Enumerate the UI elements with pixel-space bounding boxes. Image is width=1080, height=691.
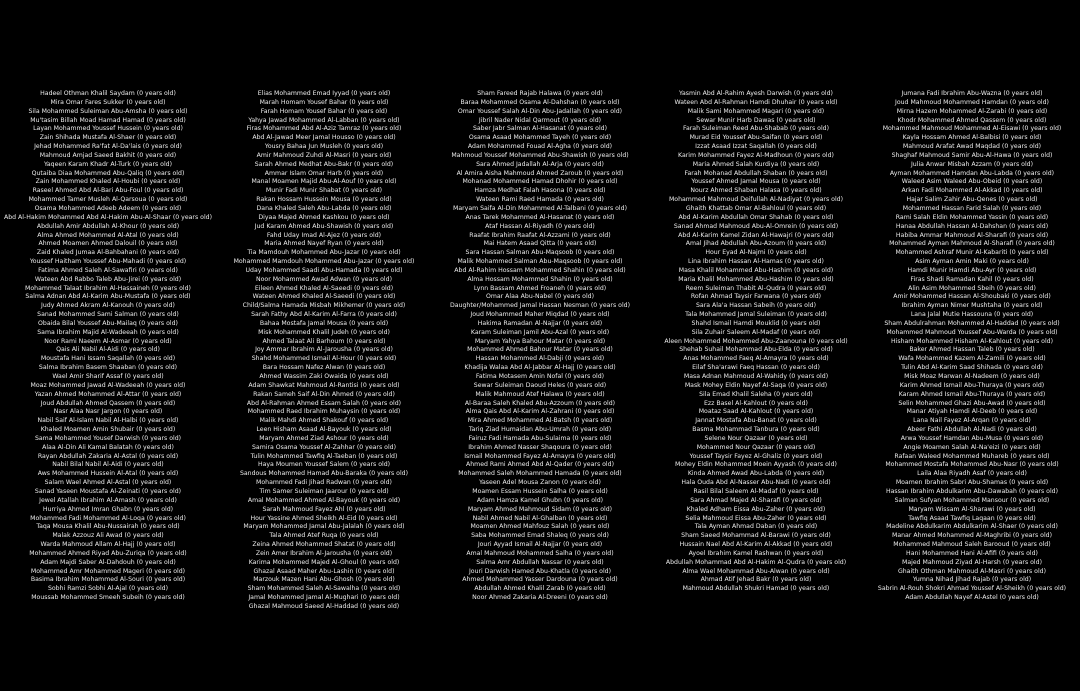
name-entry: Mira Ahmed Mohammed Al-Batsh (0 years old) xyxy=(467,417,613,425)
name-entry: Arkan Fadi Mohammed Al-Akkad (0 years old) xyxy=(901,187,1043,195)
name-entry: Aleen Mohammed Mohammed Abu-Zaanouna (0 years old) xyxy=(664,337,848,345)
name-entry: Alma Ahmed Mohammed Al-Atal (0 years old) xyxy=(37,231,179,239)
name-entry: Jewel Atallah Ibrahim Al-Amash (0 years old) xyxy=(39,496,177,504)
name-entry: Taqa Mousa Khalil Abu-Nussairah (0 years old) xyxy=(36,523,180,531)
name-entry: Ahmed Moamen Ahmed Dalouil (0 years old) xyxy=(38,240,178,248)
name-entry: Maria Khalil Mohammed Abu-Hashim (0 years old) xyxy=(678,275,834,283)
name-entry: Youssef Taysir Fayez Al-Ghaliz (0 years old) xyxy=(689,452,823,460)
name-entry: Mohammed Mahmoud Youssef Abu-Warda (0 years old) xyxy=(886,328,1058,336)
name-entry: Osama Mohammed Adeeb Adeem (0 years old) xyxy=(34,204,182,212)
name-entry: Eilaf Sha'arawi Faeq Hassan (0 years old) xyxy=(692,364,820,372)
name-entry: Al Amira Aisha Mahmoud Ahmed Zaroub (0 years old) xyxy=(456,169,624,177)
name-entry: Salman Sufyan Mohammed Mansour (0 years old) xyxy=(894,496,1050,504)
name-entry: Mohammed Ashraf Munir Al-Kabariti (0 years old) xyxy=(895,249,1049,257)
name-entry: Misk Mohammed Khalil Judeh (0 years old) xyxy=(258,328,390,336)
name-entry: Amir Mohammed Hassan Al-Shoubaki (0 years old) xyxy=(893,293,1051,301)
name-entry: Jud Karam Ahmed Abu-Shawish (0 years old) xyxy=(254,222,394,230)
name-entry: Layan Mohammed Youssef Hussein (0 years old) xyxy=(33,125,183,133)
name-entry: Tulin Mohammed Tawfiq Al-Taeban (0 years old) xyxy=(250,452,398,460)
name-entry: Reem Suleiman Thabit Al-Qudra (0 years old) xyxy=(685,284,827,292)
name-column-5 xyxy=(866,90,1078,691)
name-entry: Noor Mohammed Awad Adwan (0 years old) xyxy=(256,275,392,283)
name-entry: Ibrahim Ahmed Nasser Shaqoura (0 years old) xyxy=(468,443,612,451)
name-entry: Sanad Yaseen Moustafa Al-Zeinati (0 years old) xyxy=(34,487,182,495)
name-entry: Rofan Ahmad Taysir Farwana (0 years old) xyxy=(690,293,822,301)
name-entry: Kayla Hossam Ahmed Al-Balbisi (0 years old) xyxy=(902,134,1042,142)
name-entry: Judy Ahmed Akram Al-Kanouh (0 years old) xyxy=(41,302,175,310)
name-entry: Masa Adnan Mahmoud Al-Wahidy (0 years old) xyxy=(683,373,829,380)
name-entry: Hisham Mohammed Hisham Al-Kahlout (0 years old) xyxy=(890,337,1054,345)
name-entry: Mohammed Mamdouh Mohammed Abu-Jazar (0 years old) xyxy=(233,258,415,266)
name-entry: Nabil Saif Al-Islam Nabil Al-Halbi (0 years old) xyxy=(37,417,179,425)
name-entry: Mohammed Ahmed Bahour Matar (0 years old) xyxy=(467,346,613,354)
name-entry: Maryam Ahmed Ziad Ashour (0 years old) xyxy=(259,434,389,442)
name-entry: Mahmoud Abdullah Shukri Hamad (0 years old) xyxy=(682,585,830,593)
name-entry: Waleed Asim Waleed Abu-Obeid (0 years old) xyxy=(901,178,1043,186)
name-entry: Saba Mohammed Emad Shaleq (0 years old) xyxy=(471,532,609,540)
name-entry: Jibril Nader Nidal Qarmout (0 years old) xyxy=(478,116,602,124)
name-entry: Osama Asaad Mohammed Tayeh (0 years old) xyxy=(468,134,612,142)
name-entry: Mahmoud Youssef Mohammed Abu-Shawish (0 years old) xyxy=(451,151,629,159)
name-entry: Eileen Ahmed Khaled Al-Saeedi (0 years old) xyxy=(254,284,394,292)
name-entry: Sara Hassan Salman Abu-Maqsoob (0 years old) xyxy=(465,249,615,257)
name-entry: Khadija Walaa Abd Al-Jabbar Al-Hajj (0 years old) xyxy=(464,364,616,372)
name-entry: Tulin Abd Al-Karim Saad Shihada (0 years old) xyxy=(901,364,1043,372)
name-entry: Ghazal Mahmoud Saeed Al-Haddad (0 years old) xyxy=(248,602,400,610)
name-entry: Hussain Nael Abd Al-Karim Al-Akkad (0 years old) xyxy=(679,541,833,549)
name-entry: Sandous Mohammed Hamad Abu-Baraka (0 years old) xyxy=(239,470,409,478)
name-entry: Anas Mohammed Faeq Al-Amayra (0 years old) xyxy=(683,355,829,363)
name-entry: Wael Amir Sharif Assaf (0 years old) xyxy=(52,373,164,380)
name-entry: Ibrahim Ayman Nimer Mushtaha (0 years old) xyxy=(901,302,1043,310)
name-entry: Hassan Ibrahim Abdulkarim Abu-Dawabah (0 years old) xyxy=(885,487,1059,495)
name-entry: Amal Mohammed Ahmed Al-Bayouk (0 years old) xyxy=(247,496,401,504)
name-entry: Adam Majdi Saber Al-Dahdouh (0 years old) xyxy=(40,558,176,566)
name-entry: Nabil Ahmed Nabil Al-Ghalban (0 years old) xyxy=(472,514,608,522)
name-entry: Farah Suleiman Reed Abu-Shabab (0 years old) xyxy=(682,125,830,133)
name-entry: Bara Hossam Nafez Alwan (0 years old) xyxy=(262,364,386,372)
name-entry: Sama Mohammed Yousef Darwish (0 years old) xyxy=(34,434,182,442)
name-entry: Angie Moamen Salah Al-Na'eizi (0 years old) xyxy=(903,443,1041,451)
name-entry: Hurriya Ahmed Imran Ghabn (0 years old) xyxy=(42,505,174,513)
name-entry: Ezz Basel Al-Kahlout (0 years old) xyxy=(704,399,808,407)
name-entry: Qais Ali Nabil Al-Aidi (0 years old) xyxy=(56,346,160,354)
name-entry: Jouri Ayyad Ismail Al-Najjar (0 years old) xyxy=(477,541,603,549)
name-entry: Yaqeen Karam Khadr Al-Turk (0 years old) xyxy=(43,160,173,168)
name-entry: Rasil Bilal Saleem Al-Madaf (0 years old) xyxy=(693,487,819,495)
name-entry: Zaid Khaled Jumaa Al-Bahbahani (0 years old) xyxy=(36,249,180,257)
name-entry: Sewar Suleiman Daoud Heles (0 years old) xyxy=(473,381,607,389)
name-entry: Shahd Mohammed Ismail Al-Hour (0 years old) xyxy=(251,355,397,363)
name-entry: Warda Mahmoud Allam Al-Hajj (0 years old) xyxy=(40,541,176,549)
name-entry: Mohammed Amr Mohammed Mageri (0 years old) xyxy=(30,567,186,575)
name-entry: Firas Shadi Ramadan Kahil (0 years old) xyxy=(910,275,1034,283)
name-entry: Asim Ayman Amin Maki (0 years old) xyxy=(915,258,1029,266)
name-entry: Mohammed Nour Qazaar (0 years old) xyxy=(696,443,816,451)
name-entry: Manal Moamen Majid Abu-Al-Aouf (0 years old) xyxy=(251,178,397,186)
name-entry: Abd Al-Karim Kamel Zidan Al-Hawajri (0 years old) xyxy=(678,231,834,239)
name-entry: Zain Mohammed Khaled Al-Houbi (0 years old) xyxy=(35,178,181,186)
name-entry: Yumna Nihad Jihad Rajab (0 years old) xyxy=(912,576,1032,584)
name-entry: Mohammed Mostafa Mohammed Abu-Nasr (0 years old) xyxy=(885,461,1059,469)
name-entry: Abdullah Amir Abdullah Al-Khour (0 years old) xyxy=(36,222,180,230)
name-entry: Adam Abdullah Nayef Al-Astel (0 years old) xyxy=(905,594,1039,602)
name-entry: Saber Jabr Salman Al-Hasanat (0 years old) xyxy=(472,125,608,133)
name-entry: Lana Nail Fayez Al-Arqan (0 years old) xyxy=(913,417,1031,425)
name-entry: Shehab Suhail Mohammad Abu-Elda (0 years old) xyxy=(679,346,833,354)
name-entry: Alin Asim Mohammed Sbeih (0 years old) xyxy=(908,284,1036,292)
name-entry: Selia Mahmoud Eissa Abu-Zaher (0 years old) xyxy=(685,514,827,522)
name-entry: Tim Samer Suleiman Jaarour (0 years old) xyxy=(259,487,389,495)
name-entry: Joud Mohammed Maher Miqdad (0 years old) xyxy=(470,311,610,319)
name-entry: Youssef Ahmed Jamal Mousa (0 years old) xyxy=(691,178,821,186)
name-entry: Mohammed Mahmoud Deifullah Al-Nadiyat (0 years old) xyxy=(668,196,844,204)
name-entry: Haya Moumen Youssef Salem (0 years old) xyxy=(257,461,391,469)
name-entry: Ghaith Khattab Omar Al-Bahloul (0 years old) xyxy=(685,204,827,212)
name-entry: Abd Al-Rahman Ahmed Essam Salah (0 years old) xyxy=(246,399,402,407)
name-entry: Rakan Hossam Hussein Mousa (0 years old) xyxy=(256,196,392,204)
name-entry: Omar Youssef Salah Al-Din Abu-Jadallah (0 years old) xyxy=(457,107,623,115)
name-entry: Moussab Mohammed Smeeh Subeih (0 years old) xyxy=(31,594,185,602)
name-entry: Maria Ahmed Nayef Ryan (0 years old) xyxy=(264,240,384,248)
name-entry: Fairuz Fadi Hamada Abu-Sulaima (0 years old) xyxy=(468,434,612,442)
name-entry: Hakima Ramadan Al-Najjar (0 years old) xyxy=(477,319,603,327)
name-entry: Mohammed Hassan Farid Salah (0 years old) xyxy=(902,204,1042,212)
name-entry: Hadeel Othman Khalil Saydam (0 years old) xyxy=(40,90,176,97)
name-entry: Manar Ahmed Mohammed Al-Maghribi (0 years old) xyxy=(891,532,1053,540)
name-entry: Rami Salah Eldin Mohammed Yassin (0 years old) xyxy=(895,213,1049,221)
name-entry: Moamen Ibrahim Sabri Abu-Shamas (0 years old) xyxy=(895,479,1049,487)
name-entry: Hassan Mohammed Al-Dabji (0 years old) xyxy=(475,355,605,363)
name-entry: Farah Homam Yousef Bahar (0 years old) xyxy=(260,107,388,115)
name-entry: Ghazal Asaad Maher Abu-Lashin (0 years old) xyxy=(253,567,395,575)
name-entry: Abdullah Mohammad Abd Al-Hakim Al-Qudra (0 years old) xyxy=(665,558,847,566)
name-entry: Hajar Salim Zahir Abu-Qenes (0 years old) xyxy=(906,196,1038,204)
name-entry: Alma Wael Mohammad Abu-Alwan (0 years old) xyxy=(682,567,830,575)
name-entry: Hour Eyad Al-Najmi (0 years old) xyxy=(705,249,807,257)
name-entry: Mu'tasim Billah Moad Hamad Hamad (0 years old) xyxy=(30,116,186,124)
name-entry: Amir Mahmoud Zuhdi Al-Masri (0 years old) xyxy=(256,151,392,159)
name-entry: Baker Ahmed Hassan Taleb (0 years old) xyxy=(909,346,1035,354)
name-entry: Tala Ayman Ahmad Daban (0 years old) xyxy=(694,523,818,531)
name-entry: Hamdi Munir Hamdi Abu-Ayr (0 years old) xyxy=(907,266,1037,274)
name-entry: Ahmad Atif Jehad Bakr (0 years old) xyxy=(700,576,812,584)
name-entry: Wateen Abd Al-Rahman Hamdi Dhuhair (0 years old) xyxy=(674,98,838,106)
name-entry: Mohammed Fadi Mohammed Al-Loqa (0 years old) xyxy=(30,514,186,522)
name-entry: Fatima Motasem Amin Nofal (0 years old) xyxy=(475,373,605,380)
name-entry: Zeina Ahmed Mohammed Shatat (0 years old) xyxy=(252,541,396,549)
name-entry: Sewar Munir Harb Dawas (0 years old) xyxy=(696,116,816,124)
name-entry: Malik Sami Mohammed Magari (0 years old) xyxy=(687,107,825,115)
name-entry: Ismail Mohammed Fayez Al-Amayra (0 years old) xyxy=(464,452,616,460)
name-column-1 xyxy=(2,90,214,691)
name-entry: Sabrin Al-Rouh Shokri Ahmad Youssef Al-Sheikh (0 years old) xyxy=(877,585,1067,593)
name-entry: Mohammed Mahmoud Mohammed Al-Eisawi (0 years old) xyxy=(882,125,1062,133)
name-entry: Tariq Ziad Humaidan Abu-Umrah (0 years old) xyxy=(468,426,612,434)
name-entry: Ahmed Mohammed Yasser Dardouna (0 years old) xyxy=(462,576,618,584)
name-entry: Aws Mohammed Hussein Al-Atal (0 years old) xyxy=(37,470,179,478)
name-entry: Sham Abdulrahman Mohammed Al-Haddad (0 years old) xyxy=(884,319,1060,327)
name-entry: Karam Ahmed Ismail Abu-Thuraya (0 years old) xyxy=(898,390,1046,398)
name-entry: Jannat Mostafa Abu-Banat (0 years old) xyxy=(695,417,817,425)
name-entry: Hamza Medhat Falah Hasona (0 years old) xyxy=(474,187,606,195)
name-entry: Wateen Abd Rabbo Taleb Abu-Jirei (0 years old) xyxy=(34,275,182,283)
name-entry: Alaa Al-Din Ali Kamal Balatah (0 years old) xyxy=(42,443,174,451)
name-entry: Ataf Hassan Al-Riyadh (0 years old) xyxy=(485,222,595,230)
name-entry: Moamen Essam Hussein Salha (0 years old) xyxy=(472,487,608,495)
name-entry: Khaled Adham Eissa Abu-Zaher (0 years old) xyxy=(686,505,826,513)
name-entry: Izzat Asaad Izzat Saqallah (0 years old) xyxy=(695,143,817,151)
name-entry: Baraa Mohammed Osama Al-Dahshan (0 years old) xyxy=(460,98,620,106)
name-entry: Obaida Bilal Youssef Abu-Mailaq (0 years old) xyxy=(38,319,178,327)
name-entry: Bahaa Mostafa Jamal Mousa (0 years old) xyxy=(259,319,389,327)
name-entry: Karim Ahmed Ismail Abu-Thuraya (0 years old) xyxy=(899,381,1045,389)
name-entry: Alma Hossam Mohammed Shahin (0 years old) xyxy=(467,275,613,283)
name-entry: Ayman Mohammed Hamdan Abu-Labda (0 years old) xyxy=(889,169,1055,177)
name-entry: Wafa Mohammed Kazem Al-Zamili (0 years old) xyxy=(898,355,1046,363)
name-entry: Sama Ibrahim Majid Al-Wadeeah (0 years old) xyxy=(37,328,179,336)
name-entry: Karam Suleiman Jamil Abu-Azal (0 years old) xyxy=(470,328,610,336)
name-entry: Jumana Fadi Ibrahim Abu-Wazna (0 years old) xyxy=(901,90,1043,97)
name-column-3 xyxy=(434,90,646,691)
name-entry: Sanad Ahmad Mahmoud Abu-Al-Omrein (0 years old) xyxy=(673,222,839,230)
name-entry: Raseel Ahmed Abd Al-Bari Abu-Foul (0 years old) xyxy=(32,187,184,195)
name-entry: Ahmed Wassim Zaki Owaida (0 years old) xyxy=(259,373,389,380)
name-entry: Malik Mahdi Ahmed Shakouf (0 years old) xyxy=(259,417,389,425)
name-entry: Noor Rami Naeem Al-Asmar (0 years old) xyxy=(44,337,172,345)
name-entry: Khaled Moamen Amin Shubair (0 years old) xyxy=(40,426,176,434)
name-entry: Anas Tarek Mohammed Al-Hasanat (0 years old) xyxy=(465,213,615,221)
name-entry: Jouri Darwish Hamed Abu-Khatla (0 years old) xyxy=(468,567,612,575)
name-entry: Hanaa Abdullah Hassan Al-Dahshan (0 years old) xyxy=(895,222,1049,230)
name-entry: Yazan Ahmed Mohammed Al-Attar (0 years old) xyxy=(34,390,182,398)
name-entry: Zein Amer Ibrahim Al-Jarousha (0 years old) xyxy=(255,549,393,557)
name-entry: Karim Mohammed Fayez Al-Madhoun (0 years old) xyxy=(678,151,834,159)
name-entry: Joud Abdullah Ahmed Qassem (0 years old) xyxy=(40,399,176,407)
name-entry: Adam Shawkat Mahmoud Al-Rantisi (0 years old) xyxy=(248,381,400,389)
name-entry: Abeer Fathi Abdullah Al-Nadi (0 years old) xyxy=(907,426,1037,434)
name-entry: Zain Shihada Mustafa Al-Shaer (0 years old) xyxy=(39,134,177,142)
name-entry: Ahmed Rami Ahmed Abd Al-Qader (0 years old) xyxy=(466,461,614,469)
name-entry: Amal Jihad Abdullah Abu-Azoum (0 years old) xyxy=(685,240,827,248)
name-entry: Abd Al-Rahim Hossam Mohammed Shahin (0 years old) xyxy=(454,266,626,274)
name-entry: Maryam Wissam Al-Sharawi (0 years old) xyxy=(908,505,1036,513)
name-entry: Farah Mohanad Abdullah Shaban (0 years old) xyxy=(684,169,828,177)
name-entry: Maryam Yahya Bahour Matar (0 years old) xyxy=(474,337,606,345)
name-entry: Abd Al-Hakim Mohammed Abd Al-Hakim Abu-Al-Shaar (0 years old) xyxy=(3,213,213,221)
name-entry: Mohammed Tamer Musleh Al-Qarsoua (0 years old) xyxy=(28,196,188,204)
name-column-2 xyxy=(218,90,430,691)
name-entry: Ahmed Talaat Ali Barhoum (0 years old) xyxy=(262,337,386,345)
name-entry: Lana Jalal Mutie Hassouna (0 years old) xyxy=(910,311,1034,319)
name-entry: Hani Mohammed Hani Al-Afifi (0 years old) xyxy=(906,549,1038,557)
name-entry: Tala Mohammed Jamal Suleiman (0 years old) xyxy=(685,311,827,319)
name-entry: Sara Ahmed Jadallah Al-Arja (0 years old) xyxy=(476,160,604,168)
name-entry: Uday Mohammed Saadi Abu-Hamada (0 years old) xyxy=(245,266,403,274)
name-entry: Misk Moaz Marwan Al-Nadeem (0 years old) xyxy=(904,373,1040,380)
name-entry: Sham Mohammed Saleh Al-Sawalha (0 years old) xyxy=(247,585,401,593)
name-entry: Manar Atiyah Hamdi Al-Deeb (0 years old) xyxy=(906,408,1038,416)
name-entry: Basma Mohammad Tanbura (0 years old) xyxy=(692,426,820,434)
name-entry: Hala Ouda Abd Al-Nasser Abu-Nadi (0 years old) xyxy=(681,479,831,487)
name-entry: Nabil Bilal Nabil Al-Aidi (0 years old) xyxy=(52,461,164,469)
name-entry: Salma Amr Abdullah Nassar (0 years old) xyxy=(476,558,604,566)
name-entry: Qutaiba Diaa Mohammed Abu-Qaliq (0 years old) xyxy=(31,169,185,177)
name-entry: Ghaith Othman Mahmoud Al-Masri (0 years old) xyxy=(897,567,1047,575)
name-entry: Noor Ahmed Zakaria Al-Dreeni (0 years old) xyxy=(472,594,608,602)
name-entry: Fahd Uday Imad Al-Ajez (0 years old) xyxy=(266,231,382,239)
name-entry: Rakan Sameh Saif Al-Din Ahmed (0 years old) xyxy=(253,390,395,398)
name-entry: Sila Mohammed Suleiman Abu-Amsha (0 years old) xyxy=(28,107,188,115)
name-entry: Mahmoud Arafat Awad Maqdad (0 years old) xyxy=(902,143,1042,151)
name-entry: Mohammed Ayman Mahmoud Al-Sharafi (0 years old) xyxy=(889,240,1055,248)
name-entry: Murad Eid Youssef Abu-Saifan (0 years old) xyxy=(689,134,823,142)
name-entry: Selene Nour Qazaar (0 years old) xyxy=(704,434,808,442)
name-column-4 xyxy=(650,90,862,691)
name-entry: Mohey Eldin Mohammed Moein Ayyash (0 years old) xyxy=(675,461,837,469)
name-entry: Salam Wael Ahmed Al-Astal (0 years old) xyxy=(44,479,172,487)
name-entry: Mohammed Talaat Ibrahim Al-Hassaineh (0 years old) xyxy=(25,284,191,292)
name-entry: Munir Fadi Munir Shabat (0 years old) xyxy=(265,187,383,195)
name-entry: Omar Alaa Abu-Nabel (0 years old) xyxy=(485,293,594,301)
name-entry: Mohammed Raed Ibrahim Muhaysin (0 years old) xyxy=(247,408,401,416)
name-entry: Selin Mohammed Ghazi Abu-Awad (0 years old) xyxy=(898,399,1046,407)
name-entry: Arwa Youssef Hamdan Abu-Musa (0 years old) xyxy=(900,434,1044,442)
name-entry: Child/Salma Hamada Misbah Mikhemer (0 years old) xyxy=(242,302,406,310)
name-entry: Abd Al-Karim Abdullah Omar Shahab (0 years old) xyxy=(678,213,834,221)
name-entry: Adam Hamza Kamel Ghubn (0 years old) xyxy=(476,496,604,504)
name-entry: Nasr Alaa Nasr Jargon (0 years old) xyxy=(53,408,163,416)
name-entry: Mohammed Mahmoud Saleh Barooud (0 years old) xyxy=(893,541,1051,549)
name-entry: Moustafa Hani Issam Saqallah (0 years old) xyxy=(40,355,176,363)
name-entry: Tawfiq Asaad Tawfiq Laqaan (0 years old) xyxy=(908,514,1036,522)
name-entry: Mask Mohey Eldin Nayef Al-Saqa (0 years old) xyxy=(684,381,828,389)
name-entry: Joy Ammar Ibrahim Al-Jarousha (0 years old) xyxy=(255,346,393,354)
name-entry: Sarah Mahmoud Fayez Ahl (0 years old) xyxy=(262,505,386,513)
name-entry: Jamal Mohammed Jamal Al-Mughari (0 years old) xyxy=(248,594,400,602)
name-entry: Lina Ibrahim Hassan Al-Hamas (0 years old) xyxy=(688,258,824,266)
name-entry: Maria Ahmed Salah Kurdiya (0 years old) xyxy=(692,160,820,168)
name-entry: Sham Saeed Mohammad Al-Barawi (0 years old) xyxy=(681,532,831,540)
name-entry: Shaghaf Mahmoud Samir Abu-Al-Hawa (0 years old) xyxy=(891,151,1053,159)
name-entry: Raafat Ibrahim Raafat Al-Azzami (0 years old) xyxy=(469,231,611,239)
name-entry: Malik Mahmoud Atef Halawa (0 years old) xyxy=(475,390,605,398)
name-entry: Karima Mohammed Majed Al-Ghoul (0 years old) xyxy=(248,558,400,566)
name-entry: Nourz Ahmed Shaban Halasa (0 years old) xyxy=(690,187,822,195)
name-entry: Jehad Mohammed Ra'fat Al-Da'lais (0 years old) xyxy=(34,143,182,151)
name-entry: Mohammed Fadi Jihad Radwan (0 years old) xyxy=(256,479,392,487)
name-entry: Mai Hatem Asaad Qitta (0 years old) xyxy=(483,240,597,248)
name-entry: Sila Zuhair Saleem Al-Madaf (0 years old) xyxy=(691,328,821,336)
name-entry: Mahmoud Amjad Saeed Bakhit (0 years old) xyxy=(39,151,177,159)
name-entry: Laila Alaa Riyadh Asaf (0 years old) xyxy=(917,470,1027,478)
name-entry: Sham Fareed Rajab Halawa (0 years old) xyxy=(477,90,603,97)
name-entry: Salma Adnan Abd Al-Karim Abu-Mustafa (0 years old) xyxy=(25,293,191,301)
name-entry: Kinda Ahmed Awad Abu-Labda (0 years old) xyxy=(687,470,825,478)
name-entry: Julia Anwar Misbah Azzam (0 years old) xyxy=(910,160,1034,168)
name-entry: Yasmin Abd Al-Rahim Ayesh Darwish (0 years old) xyxy=(679,90,833,97)
name-entry: Daughter/Mohammed Jamal Hassan Nesman (0 years old) xyxy=(450,302,630,310)
name-entry: Khodr Mohammed Ahmed Qassem (0 years old) xyxy=(897,116,1047,124)
name-entry: Sarah Fathy Abd Al-Karim Al-Farra (0 years old) xyxy=(251,311,397,319)
name-entry: Sarah Ahmed Medhat Abu-Bakr (0 years old) xyxy=(254,160,394,168)
name-entry: Mira Omar Fares Sukker (0 years old) xyxy=(50,98,166,106)
name-entry: Tia Mamdouh Mohammed Abu-Jazar (0 years old) xyxy=(247,249,401,257)
name-entry: Ammar Islam Omar Harb (0 years old) xyxy=(264,169,384,177)
name-entry: Mohammed Saleh Mohammed Hamada (0 years old) xyxy=(458,470,622,478)
name-entry: Amal Mahmoud Mohammed Salha (0 years old) xyxy=(466,549,614,557)
name-entry: Sara Ahmad Majed Al-Sharafi (0 years old) xyxy=(690,496,822,504)
name-entry: Al-Baraa Saleh Khaled Abu-Azzoum (0 years old) xyxy=(464,399,616,407)
name-entry: Yaseen Adel Mousa Zanon (0 years old) xyxy=(479,479,601,487)
name-entry: Dana Khaled Saleh Abu-Labda (0 years old) xyxy=(256,204,392,212)
name-entry: Shahd Ismail Hamdi Mouklid (0 years old) xyxy=(691,319,821,327)
name-entry: Lynn Bassam Ahmed Froaneh (0 years old) xyxy=(473,284,607,292)
name-entry: Habiba Ammar Mahmoud Al-Sharafi (0 years old) xyxy=(895,231,1049,239)
name-entry: Samira Osama Youssef Al-Zahhar (0 years old) xyxy=(251,443,397,451)
name-entry: Leen Hisham Asaad Al-Bayouk (0 years old) xyxy=(256,426,392,434)
name-entry: Adam Mohammed Fouad Al-Agha (0 years old) xyxy=(467,143,613,151)
name-entry: Elias Mohammed Emad Iyyad (0 years old) xyxy=(257,90,391,97)
name-entry: Maryam Ahmed Mahmoud Sidam (0 years old) xyxy=(467,505,613,513)
name-entry: Maryam Saifa Al-Din Mohammed Al-Talbani (0 years old) xyxy=(452,204,627,212)
name-entry: Rafaan Waleed Mohammed Muhareb (0 years old) xyxy=(894,452,1050,460)
name-entry: Marah Homam Yousef Bahar (0 years old) xyxy=(259,98,389,106)
name-entry: Abd Al-Jawad Meer Jamal Housso (0 years old) xyxy=(252,134,396,142)
name-entry: Moaz Mohammed Jawad Al-Wadeeah (0 years old) xyxy=(30,381,186,389)
name-entry: Sobhi Ramzi Sobhi Al-Ajal (0 years old) xyxy=(47,585,169,593)
name-entry: Basima Ibrahim Mohammed Al-Souri (0 years old) xyxy=(30,576,186,584)
name-entry: Malak Azzouz Ali Awad (0 years old) xyxy=(52,532,164,540)
name-entry: Mirna Hazem Mohammed Al-Zarabi (0 years old) xyxy=(896,107,1048,115)
name-entry: Majed Mahmoud Ziyad Al-Harsh (0 years old) xyxy=(902,558,1042,566)
name-entry: Madeline Abdulkarim Abdulkarim Al-Shaer (0 years old) xyxy=(886,523,1058,531)
name-entry: Moataz Saad Al-Kahlout (0 years old) xyxy=(698,408,814,416)
name-entry: Wateen Rami Raed Hamada (0 years old) xyxy=(476,196,604,204)
name-entry: Wateen Ahmed Khaled Al-Saeedi (0 years old) xyxy=(252,293,396,301)
name-entry: Hour Yassine Ahmed Sheikh Al-Eid (0 years old) xyxy=(250,514,398,522)
name-entry: Masa Khalil Mohammed Abu-Hashim (0 years old) xyxy=(678,266,834,274)
name-entry: Joud Mahmoud Mohammed Hamdan (0 years old) xyxy=(895,98,1049,106)
name-entry: Yousry Bahaa Jun Musleh (0 years old) xyxy=(264,143,384,151)
name-entry: Marzouk Mazen Hani Abu-Ghosh (0 years old) xyxy=(253,576,395,584)
name-entry: Youssef Haitham Youssef Abu-Mahadi (0 years old) xyxy=(29,258,187,266)
name-entry: Moamen Ahmed Mahfouz Salah (0 years old) xyxy=(470,523,610,531)
name-entry: Malik Mohammed Salman Abu-Maqsoob (0 years old) xyxy=(457,258,623,266)
name-entry: Mohammed Ahmed Riyad Abu-Zuriqa (0 years old) xyxy=(29,549,187,557)
name-entry: Maryam Mohammed Jamal Abu-Jalalah (0 years old) xyxy=(243,523,405,531)
name-entry: Firas Mohammed Abd Al-Aziz Tamraz (0 years old) xyxy=(246,125,402,133)
name-entry: Ayoel Ibrahim Kamel Rashwan (0 years old) xyxy=(688,549,824,557)
name-entry: Sara Ala'a Hassan Sabeih (0 years old) xyxy=(695,302,817,310)
name-entry: Mohanad Mohammed Hamad Dhohir (0 years old) xyxy=(462,178,618,186)
name-entry: Yahya Jawad Mohammed Al-Labban (0 years old) xyxy=(248,116,400,124)
name-entry: Salma Ibrahim Basem Shaaban (0 years old) xyxy=(38,364,178,372)
name-entry: Diyaa Majed Ahmed Kashkou (0 years old) xyxy=(258,213,390,221)
name-entry: Abdullah Ahmed Khalil Zarab (0 years old) xyxy=(474,585,606,593)
name-entry: Fatima Ahmed Saleh Al-Sawafiri (0 years old) xyxy=(38,266,178,274)
name-entry: Alma Qais Abd Al-Karim Al-Zahrani (0 years old) xyxy=(465,408,615,416)
name-entry: Tala Ahmed Atef Ruqa (0 years old) xyxy=(269,532,379,540)
name-entry: Sanad Mohammed Sami Salman (0 years old) xyxy=(37,311,179,319)
name-entry: Rayan Abdullah Zakaria Al-Astal (0 years old) xyxy=(37,452,179,460)
name-entry: Sila Emad Khalil Saleha (0 years old) xyxy=(699,390,813,398)
